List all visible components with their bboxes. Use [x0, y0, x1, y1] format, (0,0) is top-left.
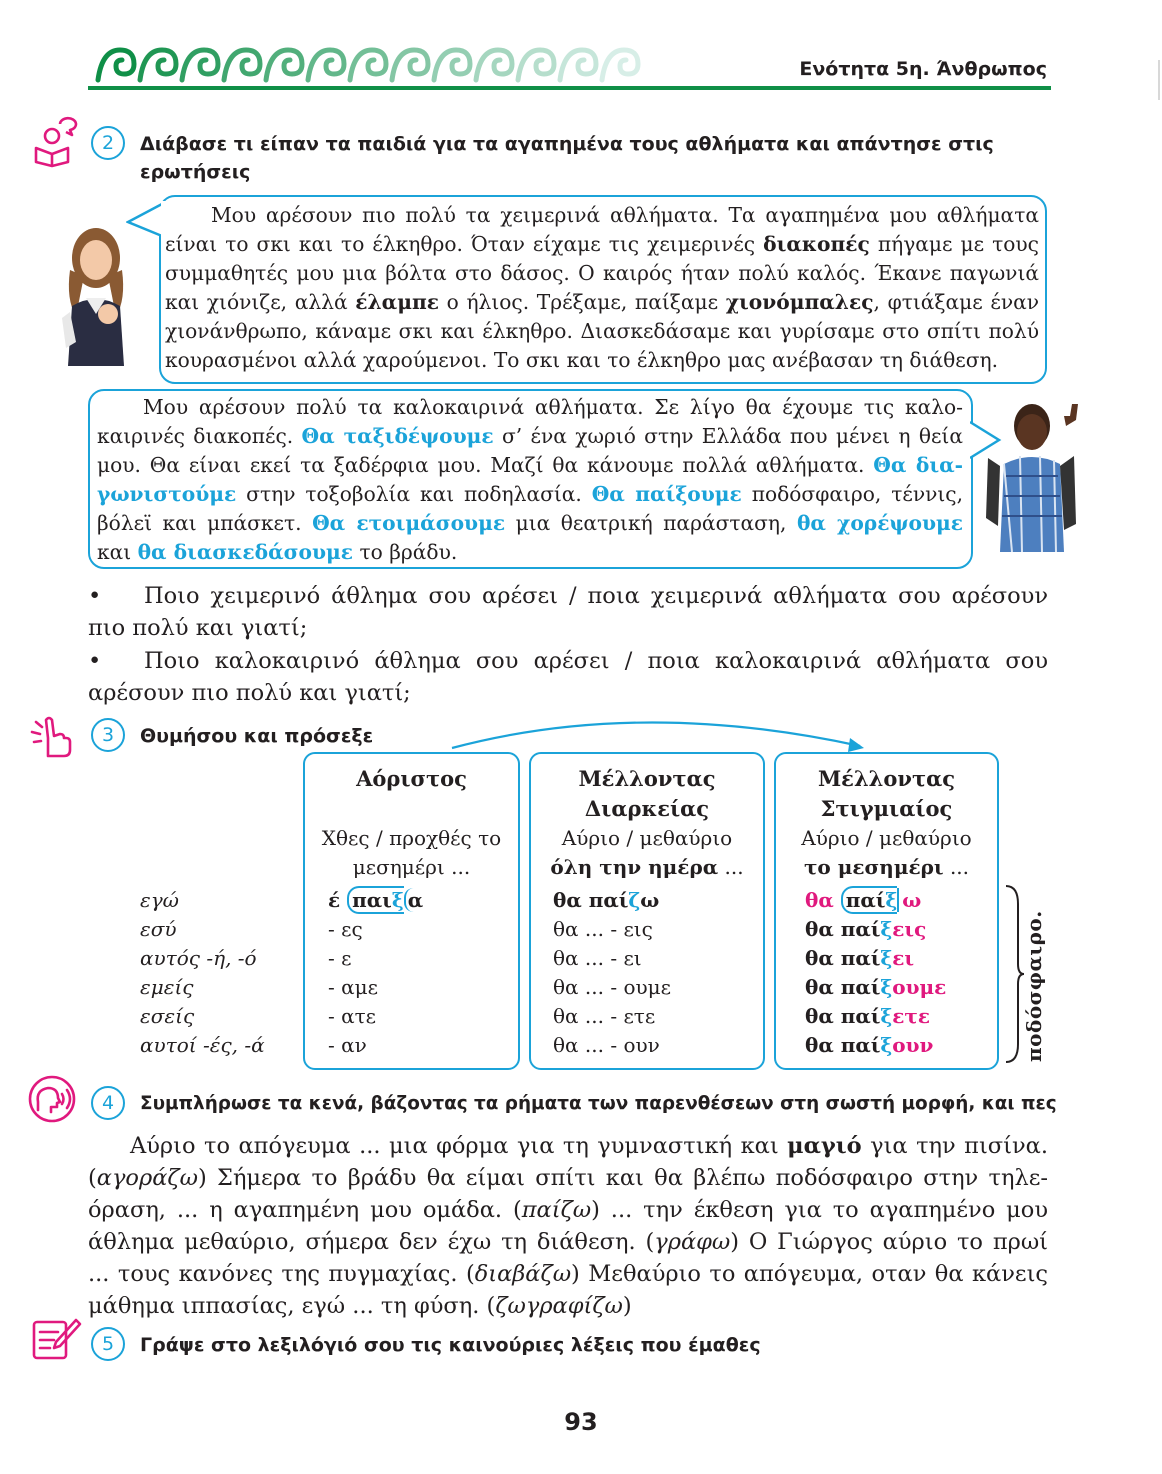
continuous-future-conjugation: θα παίζω θα ... - εις θα ... - ει θα ... - ουμε θα ... - ετε θα ... - ουν — [553, 888, 672, 1057]
question-1: • Ποιο χειμερινό άθλημα σου αρέσει / ποια χειμερινά αθλήματα σου αρέσουν πιο πολύ και γιατί; — [88, 583, 1048, 641]
page-edge-mark — [1158, 60, 1160, 100]
simple-future-header: Μέλλοντας Στιγμιαίος Αύριο / μεθαύριο το μεσημέρι ... — [801, 766, 972, 879]
wave-spiral — [350, 50, 386, 80]
girl-bubble-pointer — [126, 196, 166, 242]
wave-spiral — [140, 50, 176, 80]
wave-spiral — [434, 50, 470, 80]
question-2: • Ποιο καλοκαιρινό άθλημα σου αρέσει / ποια καλοκαιρινά αθλήματα σου αρέσουν πιο πολύ και γιατί; — [88, 648, 1048, 706]
pointing-hand-icon — [28, 712, 76, 760]
pronoun: εσύ — [140, 917, 177, 941]
vertical-word-football: ποδόσφαιρο. — [1022, 910, 1046, 1062]
aorist-header: Αόριστος Χθες / προχθές το μεσημέρι ... — [321, 766, 502, 879]
pronoun-list — [140, 886, 265, 1060]
exercise-5-instruction: Γράψε στο λεξιλόγιό σου τις καινούριες λέξεις που έμαθες — [140, 1334, 761, 1356]
wave-spiral — [602, 50, 638, 80]
exercise-4-instruction: Συμπλήρωσε τα κενά, βάζοντας τα ρήματα των παρενθέσεων στη σωστή μορφή, και πες — [140, 1093, 1057, 1114]
speaking-icon — [26, 1074, 82, 1124]
pronoun: εγώ — [140, 888, 179, 912]
wave-spiral — [392, 50, 428, 80]
boy-photo — [982, 394, 1078, 552]
unit-title: Ενότητα 5η. Άνθρωπος — [799, 58, 1047, 80]
girl-paragraph: Μου αρέσουν πιο πολύ τα χειμερινά αθλήματα. Τα αγαπημένα μου αθλήματα είναι το σκι και το έλκηθρο. Όταν είχαμε τις χειμερινές διακοπές πήγαμε με τους συμμαθητές μου μια βόλτα στο δάσος. Ο καιρός ήταν πολύ καλός. Έκανε παγωνιά και χιόνιζε, αλλά έλαμπε ο ήλιος. Τρέξαμε, παίξαμε χιονόμπαλες, φτιάξαμε έναν χιονάνθρωπο, κάναμε σκι και έλκηθρο. Διασκεδάσαμε και γυρίσαμε στο σπίτι πολύ κουρασμένοι αλλά χαρούμενοι. Το σκι και το έλκηθρο μας ανέβασαν τη διάθεση. — [165, 203, 1040, 372]
continuous-future-header: Μέλλοντας Διαρκείας Αύριο / μεθαύριο όλη την ημέρα ... — [550, 766, 744, 879]
wave-spiral — [308, 50, 344, 80]
wave-spiral — [182, 50, 218, 80]
girl-photo — [56, 218, 132, 366]
wave-spiral — [560, 50, 596, 80]
wave-spiral — [266, 50, 302, 80]
meander-wave-decoration — [88, 42, 668, 88]
exercise-4-paragraph: Αύριο το απόγευμα ... μια φόρμα για τη γυμναστική και μαγιό για την πισίνα. (αγοράζω) Σήμερα το βράδυ θα είμαι σπίτι και θα βλέπω ποδόσφαιρο στην τηλε- όραση, ... η αγαπημένη μου ομάδα. (παίζω) ... την έκθεση για το αγαπημένο μου άθλημα μεθαύριο, σήμερα δεν έχω τη διάθεση. (γράφω) Ο Γιώργος αύριο το πρωί ... τους κανόνες της πυγμαχίας. (διαβάζω) Μεθαύριο το απόγευμα, οταν θα κάνεις μάθημα ιππασίας, εγώ ... τη φύση. (ζωγραφίζω) — [88, 1133, 1049, 1319]
exercise-3-instruction: Θυμήσου και πρόσεξε — [140, 725, 374, 747]
right-brace — [1004, 884, 1024, 1064]
pronoun: εσείς — [140, 1004, 195, 1028]
wave-spiral — [518, 50, 554, 80]
aorist-conjugation: έ παιξ α - ες - ε - αμε - ατε - αν — [328, 888, 424, 1057]
pronoun: εμείς — [140, 975, 194, 999]
wave-spiral — [98, 50, 134, 80]
header-rule — [88, 86, 1051, 90]
simple-future-conjugation: θα παίξ ω θα παίξεις θα παίξει θα παίξουμε θα παίξετε θα παίξουν — [805, 888, 947, 1057]
boy-paragraph: Μου αρέσουν πολύ τα καλοκαιρινά αθλήματα. Σε λίγο θα έχουμε τις καλο- καιρινές διακοπές. Θα ταξιδέψουμε σ’ ένα χωριό στην Ελλάδα που μένει η θεία μου. Θα είναι εκεί τα ξαδέρφια μου. Μαζί θα κάνουμε πολλά αθλήματα. Θα δια- γωνιστούμε στην τοξοβολία και ποδηλασία. Θα παίξουμε ποδόσφαιρο, τέννις, βόλεϊ και μπάσκετ. Θα ετοιμάσουμε μια θεατρική παράσταση, θα χορέψουμε και θα διασκεδάσουμε το βράδυ. — [97, 395, 964, 564]
pronoun: αυτοί -ές, -ά — [140, 1033, 265, 1057]
wave-spiral — [476, 50, 512, 80]
exercise-number-5: 5 — [91, 1327, 125, 1361]
exercise-number-2: 2 — [91, 126, 125, 160]
reading-child-icon — [30, 116, 82, 168]
page-number: 93 — [564, 1408, 598, 1436]
pronoun: αυτός -ή, -ό — [140, 946, 257, 970]
exercise-2-instruction: Διάβασε τι είπαν τα παιδιά για τα αγαπημένα τους αθλήματα και απάντησε στις ερωτήσεις — [140, 133, 994, 183]
exercise-number-4: 4 — [91, 1086, 125, 1120]
wave-spiral — [224, 50, 260, 80]
writing-pencil-icon — [30, 1316, 82, 1362]
exercise-number-3: 3 — [91, 718, 125, 752]
